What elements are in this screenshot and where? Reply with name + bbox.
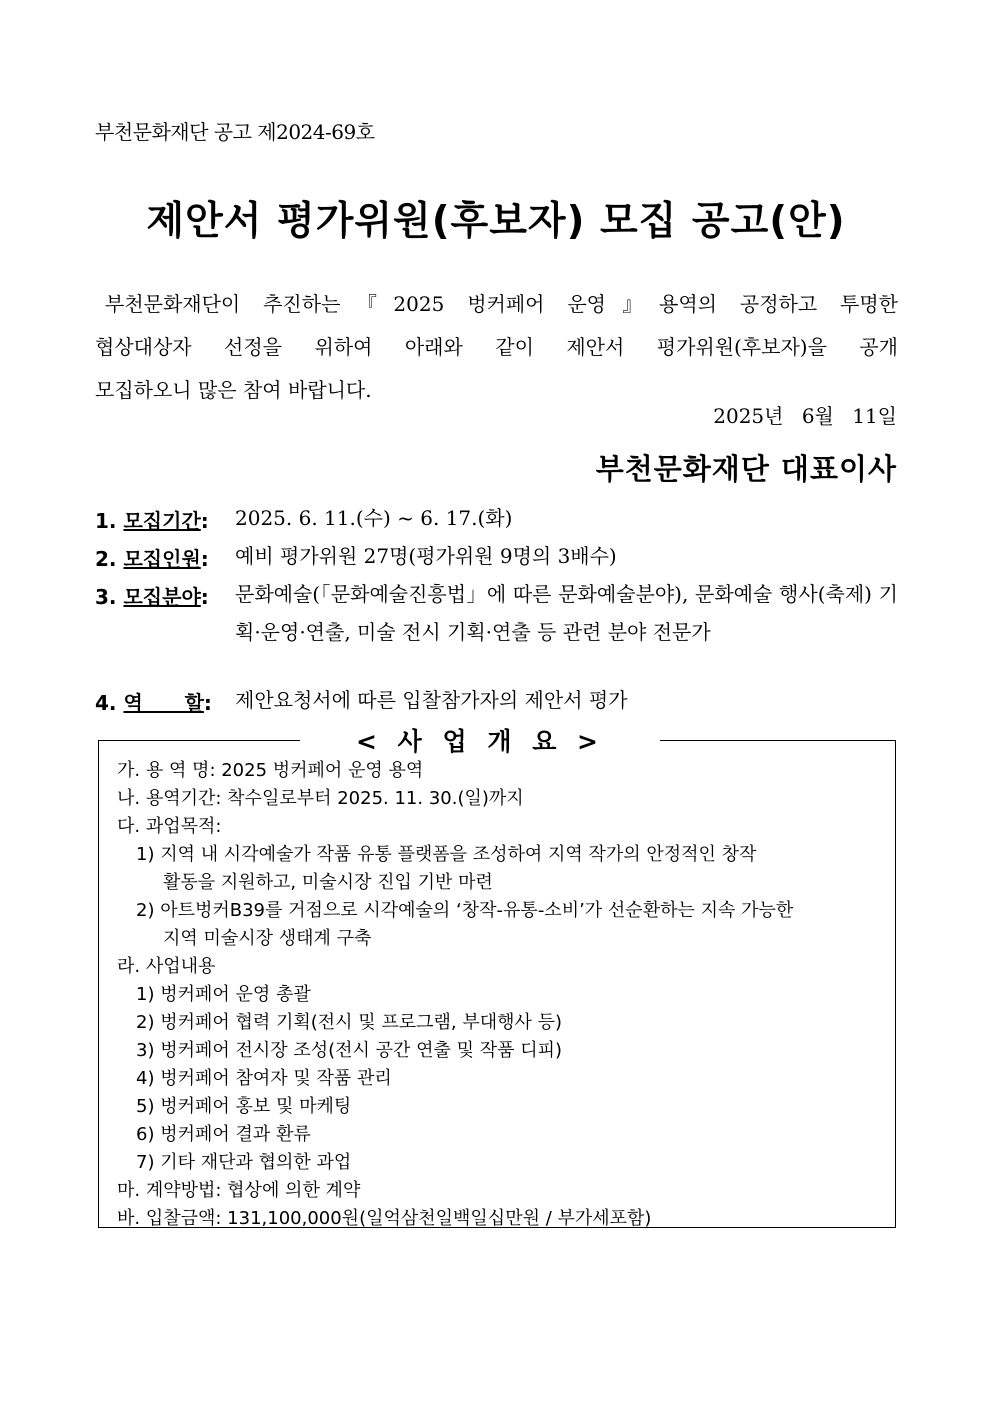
overview-line: 가. 용 역 명: 2025 벙커페어 운영 용역 xyxy=(117,760,424,781)
item-number: 4. xyxy=(95,691,117,715)
overview-line: 2) 벙커페어 협력 기획(전시 및 프로그램, 부대행사 등) xyxy=(136,1012,563,1033)
item-title: 모집기간 xyxy=(123,509,201,533)
intro-line: 협상대상자 선정을 위하여 아래와 같이 제안서 평가위원(후보자)을 공개 xyxy=(95,335,898,359)
overview-line: 활동을 지원하고, 미술시장 진입 기반 마련 xyxy=(163,872,493,893)
intro-paragraph xyxy=(95,283,898,412)
item-label: 4. 역 할: xyxy=(95,691,212,715)
item-label: 3. 모집분야: xyxy=(95,585,209,609)
overview-line: 마. 계약방법: 협상에 의한 계약 xyxy=(117,1180,361,1201)
notice-date: 2025년 6월 11일 xyxy=(713,404,897,428)
item-title: 모집분야 xyxy=(123,585,201,609)
overview-line: 3) 벙커페어 전시장 조성(전시 공간 연출 및 작품 디피) xyxy=(136,1040,563,1061)
overview-line: 6) 벙커페어 결과 환류 xyxy=(136,1124,311,1145)
overview-line: 1) 벙커페어 운영 총괄 xyxy=(136,984,311,1005)
item-title: 역 할 xyxy=(123,691,204,715)
item-number: 1. xyxy=(95,509,117,533)
item-number: 2. xyxy=(95,547,117,571)
overview-line: 5) 벙커페어 홍보 및 마케팅 xyxy=(136,1096,352,1117)
item-title: 모집인원 xyxy=(123,547,201,571)
overview-line: 라. 사업내용 xyxy=(117,956,216,977)
intro-line: 부천문화재단이 추진하는『2025 벙커페어 운영』용역의 공정하고 투명한 xyxy=(105,292,898,316)
item-value: 제안요청서에 따른 입찰참가자의 제안서 평가 xyxy=(235,688,628,712)
item-number: 3. xyxy=(95,585,117,609)
overview-line: 나. 용역기간: 착수일로부터 2025. 11. 30.(일)까지 xyxy=(117,788,524,809)
intro-line: 모집하오니 많은 참여 바랍니다. xyxy=(95,378,372,402)
notice-number: 부천문화재단 공고 제2024-69호 xyxy=(95,120,375,144)
item-value: 예비 평가위원 27명(평가위원 9명의 3배수) xyxy=(235,544,617,568)
item-value: 문화예술(「문화예술진흥법」에 따른 문화예술분야), 문화예술 행사(축제) 기획·운영·연출, 미술 전시 기획·연출 등 관련 분야 전문가 xyxy=(235,582,898,644)
business-overview-title: < 사 업 개 요 > xyxy=(300,722,660,758)
item-value: 2025. 6. 11.(수) ~ 6. 17.(화) xyxy=(235,506,513,530)
overview-line: 4) 벙커페어 참여자 및 작품 관리 xyxy=(136,1068,392,1089)
overview-line: 지역 미술시장 생태계 구축 xyxy=(163,928,372,949)
overview-line: 다. 과업목적: xyxy=(117,816,222,837)
item-label: 1. 모집기간: xyxy=(95,509,209,533)
overview-line: 1) 지역 내 시각예술가 작품 유통 플랫폼을 조성하여 지역 작가의 안정적인 창작 xyxy=(136,844,757,865)
issuer-name: 부천문화재단 대표이사 xyxy=(595,452,897,486)
overview-line: 2) 아트벙커B39를 거점으로 시각예술의 ‘창작-유통-소비’가 선순환하는 지속 가능한 xyxy=(136,900,794,921)
page-title: 제안서 평가위원(후보자) 모집 공고(안) xyxy=(146,199,846,244)
overview-line: 바. 입찰금액: 131,100,000원(일억삼천일백일십만원 / 부가세포함) xyxy=(117,1208,652,1229)
item-label: 2. 모집인원: xyxy=(95,547,209,571)
overview-line: 7) 기타 재단과 협의한 과업 xyxy=(136,1152,352,1173)
